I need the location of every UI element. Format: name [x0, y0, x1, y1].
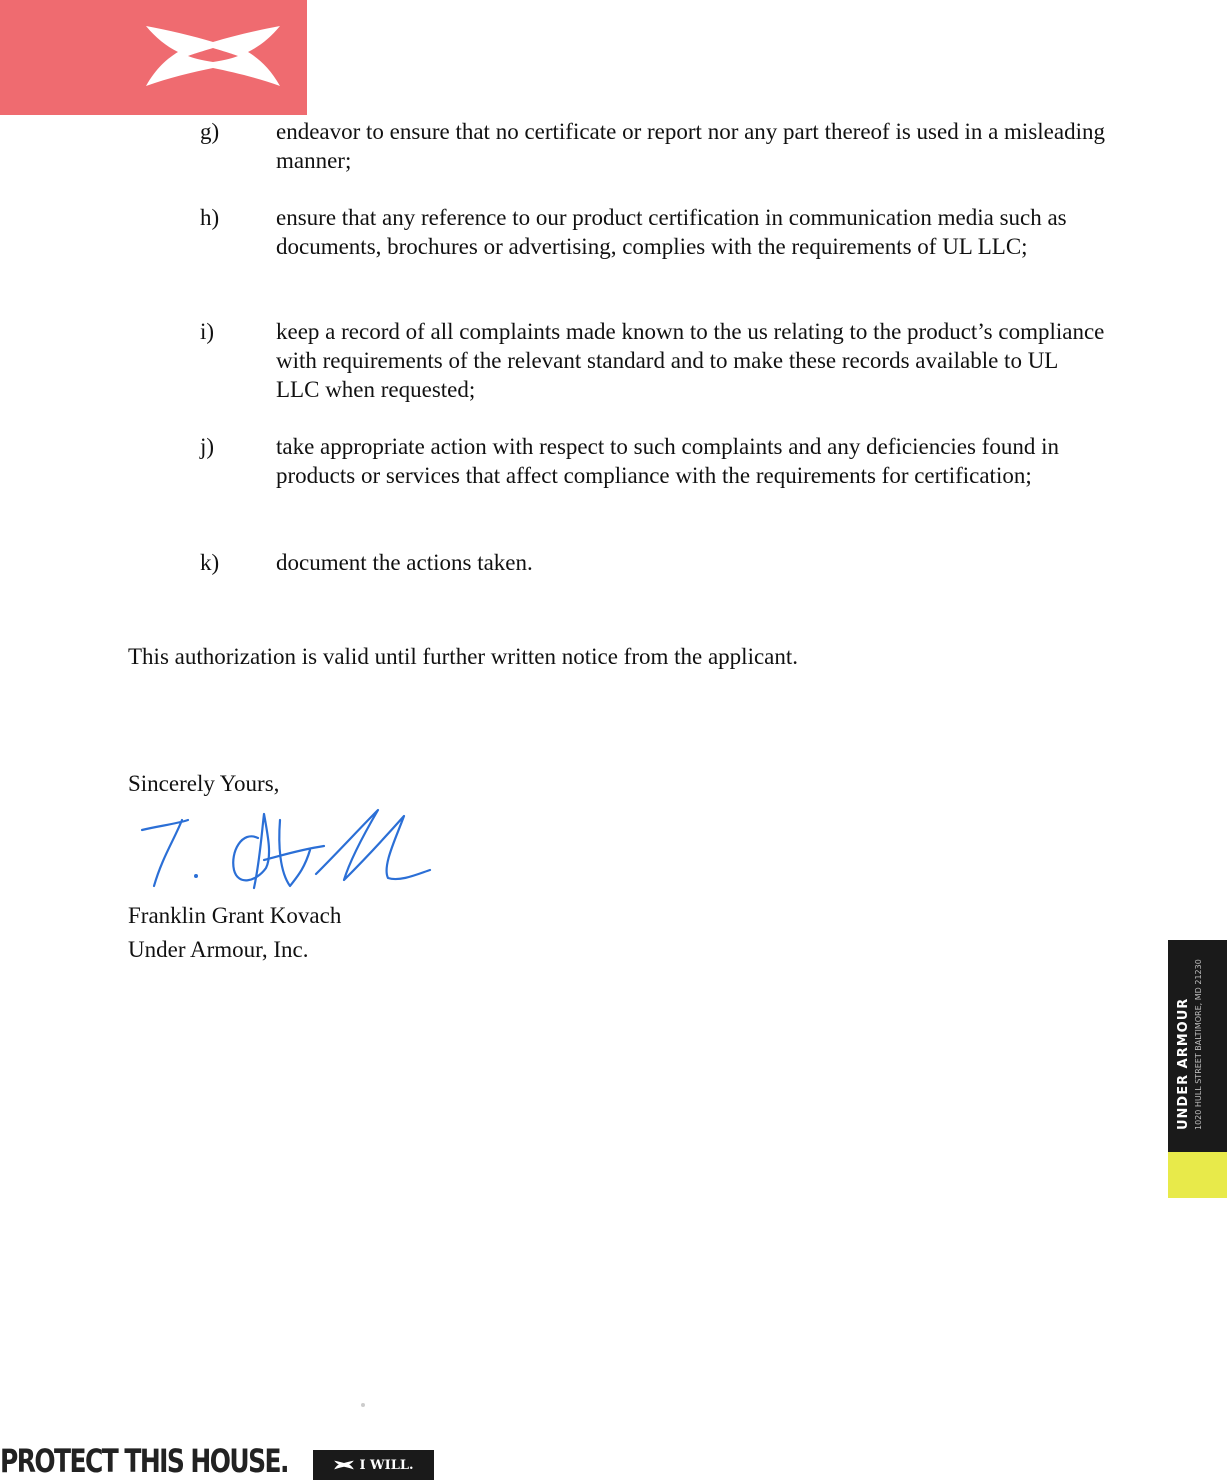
side-strip-brand: UNDER ARMOUR — [1176, 997, 1191, 1130]
speck — [361, 1403, 365, 1407]
list-text: endeavor to ensure that no certificate or report nor any part thereof is used in a misleading manner; — [276, 119, 1105, 173]
validity-statement: This authorization is valid until further written notice from the applicant. — [128, 644, 799, 669]
signer-name: Franklin Grant Kovach — [128, 903, 342, 928]
list-marker: i) — [200, 319, 215, 344]
list-marker: g) — [200, 119, 220, 144]
side-strip-accent — [1168, 1152, 1227, 1198]
side-brand-strip — [1168, 940, 1227, 1198]
closing: Sincerely Yours, — [128, 771, 280, 796]
list-text: take appropriate action with respect to such complaints and any deficiencies found in products or services that affect compliance with the requirements for certification; — [276, 434, 1060, 488]
list-marker: j) — [200, 434, 215, 459]
list-marker: k) — [200, 550, 220, 575]
signer-company: Under Armour, Inc. — [128, 937, 309, 962]
footer-slogan: PROTECT THIS HOUSE. — [0, 1442, 288, 1480]
under-armour-mini-logo-icon — [333, 1458, 355, 1472]
list-marker: h) — [200, 205, 220, 230]
list-text: document the actions taken. — [276, 550, 533, 575]
side-strip-address: 1020 HULL STREET BALTIMORE, MD 21230 — [1194, 959, 1203, 1130]
badge-text: I WILL. — [359, 1457, 414, 1473]
under-armour-logo — [0, 0, 307, 115]
list-text: ensure that any reference to our product certification in communication media such as documents, brochures or advertising, complies with the requirements of UL LLC; — [276, 205, 1067, 259]
signature — [130, 790, 450, 905]
under-armour-logo-icon — [138, 20, 288, 92]
i-will-badge — [313, 1450, 434, 1480]
list-text: keep a record of all complaints made known to the us relating to the product’s compliance with requirements of the relevant standard and to make these records available to UL LLC when requested; — [276, 319, 1105, 402]
